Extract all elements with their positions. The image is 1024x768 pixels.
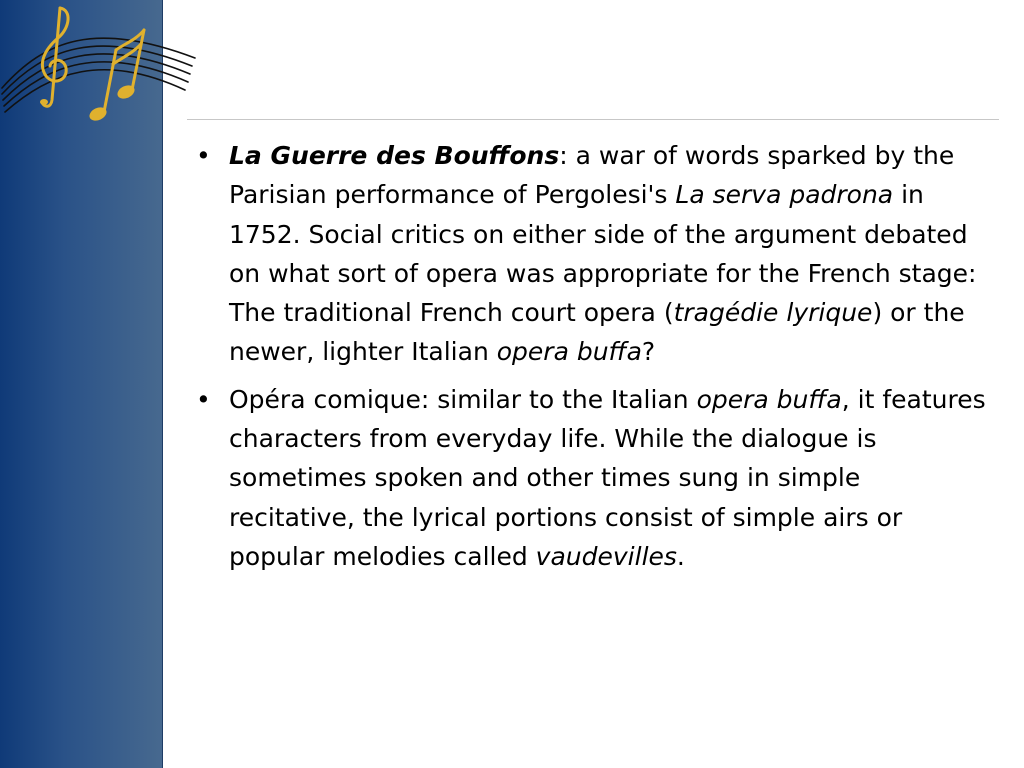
bullet-text: , it features characters from everyday life. While the dialogue is sometimes spoken and other times sung in simple recitative, the lyrical portions consist of simple airs or popular melodies called: [229, 384, 986, 571]
music-notes-icon: [0, 0, 205, 130]
genre-opera-buffa: opera buffa: [496, 337, 642, 367]
bullet-marker: •: [196, 384, 211, 414]
bullet-list: [190, 136, 990, 584]
bullet-item-opera-comique: [190, 380, 990, 576]
work-title-la-serva-padrona: La serva padrona: [675, 180, 894, 210]
genre-tragedie-lyrique: tragédie lyrique: [673, 298, 873, 328]
title-divider: [187, 119, 999, 120]
bullet-text: : a war of words sparked by the Parisian performance of Pergolesi's: [229, 141, 955, 210]
bullet-item-bouffons: [190, 136, 990, 372]
bullet-marker: •: [196, 141, 211, 170]
bullet-text: ?: [641, 337, 656, 367]
term-guerre-des-bouffons: La Guerre des Bouffons: [229, 141, 560, 170]
bullet-text: ) or the newer, lighter Italian: [229, 298, 965, 367]
bullet-text: in 1752. Social critics on either side of the argument debated on what sort of opera was appropriate for the French stage: The traditional French court opera (: [229, 180, 977, 328]
bullet-text: .: [676, 541, 685, 571]
genre-opera-buffa: opera buffa: [696, 384, 842, 414]
term-vaudevilles: vaudevilles: [535, 541, 677, 571]
bullet-text: Opéra comique: similar to the Italian: [229, 384, 697, 414]
